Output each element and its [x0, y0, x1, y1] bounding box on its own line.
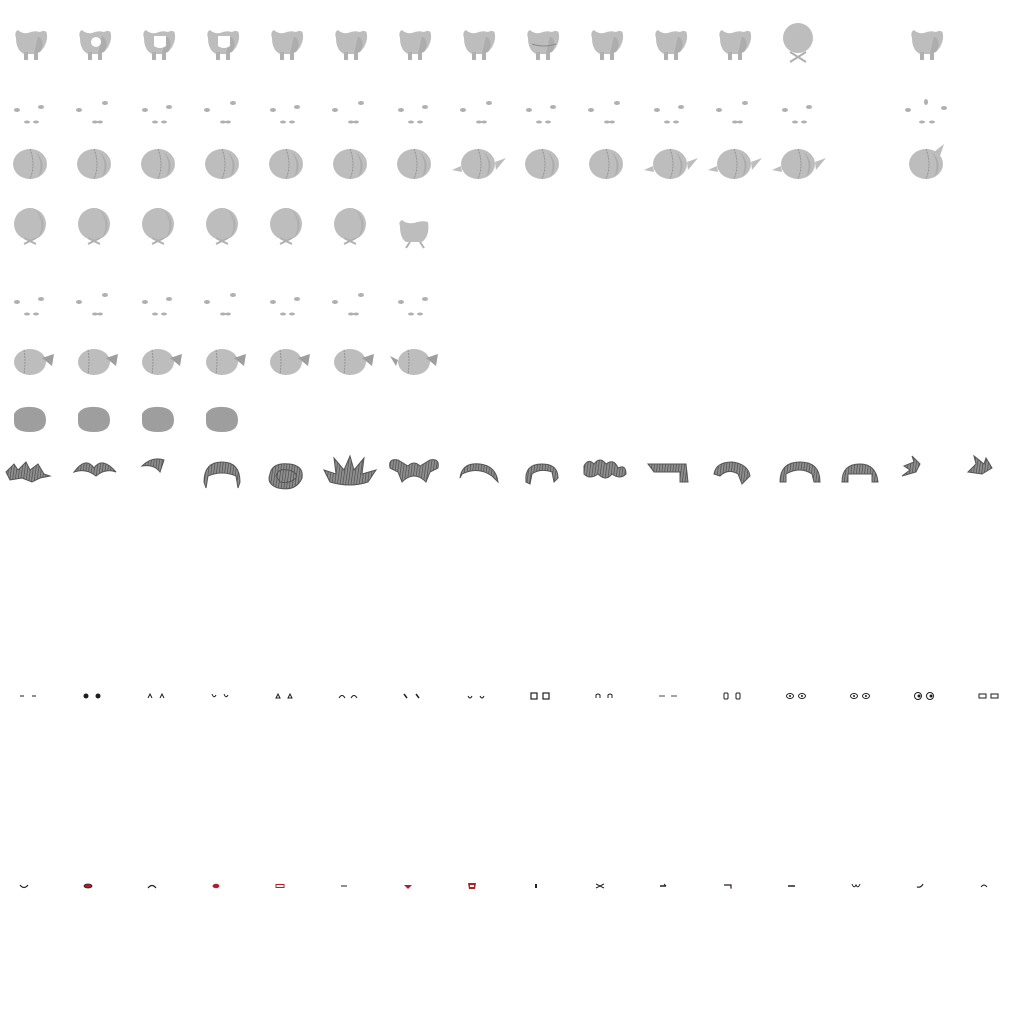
body-front-sprite-7 — [384, 0, 448, 64]
head-side-icon — [384, 320, 448, 384]
head-back-sprite-12 — [704, 128, 768, 192]
eyes-icon — [832, 684, 896, 748]
mouths-sprite-14 — [832, 878, 896, 942]
hands-side-sprite-3 — [128, 256, 192, 320]
blob-icon — [0, 384, 64, 448]
body-icon — [896, 0, 960, 64]
hands-icon — [320, 64, 384, 128]
hands-front-sprite-11 — [640, 64, 704, 128]
body-icon — [640, 0, 704, 64]
head-back-icon — [640, 128, 704, 192]
hands-side-sprite-6 — [320, 256, 384, 320]
mouth-icon — [960, 878, 1024, 942]
hair-icon — [512, 452, 576, 516]
head-back-icon — [64, 128, 128, 192]
eyes-icon — [256, 684, 320, 748]
body-icon — [704, 0, 768, 64]
hair-sprite-14 — [832, 452, 896, 516]
body-ball-sprite-5 — [256, 192, 320, 256]
hands-icon — [128, 64, 192, 128]
head-back-icon — [128, 128, 192, 192]
mouths-sprite-10 — [576, 878, 640, 942]
mouths-sprite-1 — [0, 878, 64, 942]
head-back-icon — [320, 128, 384, 192]
eyes-sprite-9 — [512, 684, 576, 748]
body-front-sprite-6 — [320, 0, 384, 64]
hands-side-sprite-7 — [384, 256, 448, 320]
body-icon — [384, 0, 448, 64]
mouths-sprite-6 — [320, 878, 384, 942]
hands-side-sprite-4 — [192, 256, 256, 320]
hair-sprite-16 — [960, 452, 1024, 516]
hair-sprite-4 — [192, 452, 256, 516]
body-icon — [192, 0, 256, 64]
hands-icon — [256, 256, 320, 320]
mouths-sprite-13 — [768, 878, 832, 942]
head-blob-sprite-2 — [64, 384, 128, 448]
mouths-sprite-3 — [128, 878, 192, 942]
body-ball-sprite-2 — [64, 192, 128, 256]
body-icon — [576, 0, 640, 64]
hair-sprite-15 — [896, 452, 960, 516]
body-icon — [768, 0, 832, 64]
body-front-sprite-2 — [64, 0, 128, 64]
hands-front-sprite-7 — [384, 64, 448, 128]
head-side-sprite-4 — [192, 320, 256, 384]
head-back-icon — [768, 128, 832, 192]
mouth-icon — [64, 878, 128, 942]
head-back-icon — [384, 128, 448, 192]
mouth-icon — [832, 878, 896, 942]
mouth-icon — [576, 878, 640, 942]
head-blob-sprite-4 — [192, 384, 256, 448]
mouth-icon — [896, 878, 960, 942]
eyes-sprite-3 — [128, 684, 192, 748]
mouth-icon — [192, 878, 256, 942]
hands-icon — [576, 64, 640, 128]
eyes-sprite-12 — [704, 684, 768, 748]
hands-front-sprite-6 — [320, 64, 384, 128]
hair-sprite-1 — [0, 452, 64, 516]
head-back-sprite-4 — [192, 128, 256, 192]
head-side-icon — [0, 320, 64, 384]
mouths-sprite-9 — [512, 878, 576, 942]
eyes-icon — [0, 684, 64, 748]
mouths-sprite-15 — [896, 878, 960, 942]
body-icon — [512, 0, 576, 64]
body-front-sprite-1 — [0, 0, 64, 64]
hair-icon — [64, 452, 128, 516]
head-back-icon — [576, 128, 640, 192]
mouth-icon — [512, 878, 576, 942]
eyes-sprite-11 — [640, 684, 704, 748]
blob-icon — [192, 384, 256, 448]
mouth-icon — [0, 878, 64, 942]
hair-icon — [448, 452, 512, 516]
hands-icon — [704, 64, 768, 128]
head-back-sprite-6 — [320, 128, 384, 192]
blob-icon — [128, 384, 192, 448]
eyes-icon — [512, 684, 576, 748]
eyes-sprite-5 — [256, 684, 320, 748]
eyes-icon — [576, 684, 640, 748]
eyes-icon — [640, 684, 704, 748]
head-blob-sprite-3 — [128, 384, 192, 448]
hair-icon — [0, 452, 64, 516]
body-icon — [128, 0, 192, 64]
head-back-icon — [0, 128, 64, 192]
hands-front-sprite-8 — [448, 64, 512, 128]
hair-sprite-7 — [384, 452, 448, 516]
body-icon — [0, 0, 64, 64]
mouths-sprite-4 — [192, 878, 256, 942]
mouths-sprite-2 — [64, 878, 128, 942]
hands-icon — [448, 64, 512, 128]
ball-icon — [320, 192, 384, 256]
head-back-sprite-7 — [384, 128, 448, 192]
hair-sprite-3 — [128, 452, 192, 516]
eyes-icon — [128, 684, 192, 748]
head-side-sprite-1 — [0, 320, 64, 384]
hands-icon — [64, 256, 128, 320]
head-back-sprite-9 — [512, 128, 576, 192]
eyes-sprite-1 — [0, 684, 64, 748]
head-back-icon — [512, 128, 576, 192]
hair-icon — [576, 452, 640, 516]
hair-sprite-12 — [704, 452, 768, 516]
hair-icon — [320, 452, 384, 516]
eyes-sprite-6 — [320, 684, 384, 748]
head-back-icon — [192, 128, 256, 192]
eyes-icon — [192, 684, 256, 748]
eyes-icon — [448, 684, 512, 748]
head-side-icon — [320, 320, 384, 384]
hair-sprite-6 — [320, 452, 384, 516]
head-side-sprite-3 — [128, 320, 192, 384]
head-back-sprite-1 — [0, 128, 64, 192]
eyes-sprite-14 — [832, 684, 896, 748]
eyes-icon — [384, 684, 448, 748]
hair-icon — [768, 452, 832, 516]
body-front-sprite-11 — [640, 0, 704, 64]
body-icon — [448, 0, 512, 64]
hands-icon — [896, 64, 960, 128]
mouths-sprite-12 — [704, 878, 768, 942]
eyes-sprite-7 — [384, 684, 448, 748]
mouth-icon — [448, 878, 512, 942]
hands-front-sprite-5 — [256, 64, 320, 128]
body-icon — [256, 0, 320, 64]
mouths-sprite-8 — [448, 878, 512, 942]
head-side-icon — [64, 320, 128, 384]
head-back-icon — [448, 128, 512, 192]
eyes-sprite-15 — [896, 684, 960, 748]
head-back-sprite-8 — [448, 128, 512, 192]
head-side-sprite-5 — [256, 320, 320, 384]
hair-icon — [256, 452, 320, 516]
mouth-icon — [768, 878, 832, 942]
head-side-icon — [256, 320, 320, 384]
eyes-icon — [768, 684, 832, 748]
body-front-sprite-10 — [576, 0, 640, 64]
body-ball-sprite-4 — [192, 192, 256, 256]
hair-sprite-9 — [512, 452, 576, 516]
mouths-sprite-7 — [384, 878, 448, 942]
head-back-sprite-11 — [640, 128, 704, 192]
hands-icon — [384, 256, 448, 320]
hands-side-sprite-1 — [0, 256, 64, 320]
hair-sprite-10 — [576, 452, 640, 516]
hands-side-sprite-2 — [64, 256, 128, 320]
head-side-icon — [128, 320, 192, 384]
eyes-sprite-16 — [960, 684, 1024, 748]
hair-icon — [704, 452, 768, 516]
hair-icon — [192, 452, 256, 516]
hands-side-sprite-5 — [256, 256, 320, 320]
body-icon — [320, 0, 384, 64]
hair-sprite-5 — [256, 452, 320, 516]
head-side-icon — [192, 320, 256, 384]
mouth-icon — [384, 878, 448, 942]
hands-icon — [512, 64, 576, 128]
mouth-icon — [640, 878, 704, 942]
body-ball-sprite-6 — [320, 192, 384, 256]
body-front-sprite-13 — [768, 0, 832, 64]
head-back-sprite-5 — [256, 128, 320, 192]
hands-front-sprite-1 — [0, 64, 64, 128]
body-ball-sprite-3 — [128, 192, 192, 256]
eyes-icon — [320, 684, 384, 748]
head-back-sprite-3 — [128, 128, 192, 192]
head-back-icon — [704, 128, 768, 192]
body-front-sprite-15 — [896, 0, 960, 64]
hands-icon — [192, 64, 256, 128]
body-front-sprite-12 — [704, 0, 768, 64]
hair-icon — [384, 452, 448, 516]
hands-icon — [0, 256, 64, 320]
mouth-icon — [704, 878, 768, 942]
head-blob-sprite-1 — [0, 384, 64, 448]
eyes-icon — [896, 684, 960, 748]
hands-icon — [320, 256, 384, 320]
hair-sprite-13 — [768, 452, 832, 516]
mouths-sprite-5 — [256, 878, 320, 942]
ball-icon — [128, 192, 192, 256]
head-side-sprite-6 — [320, 320, 384, 384]
ball-icon — [192, 192, 256, 256]
hands-front-sprite-3 — [128, 64, 192, 128]
eyes-icon — [960, 684, 1024, 748]
hair-sprite-2 — [64, 452, 128, 516]
hands-icon — [0, 64, 64, 128]
head-back-sprite-2 — [64, 128, 128, 192]
hands-icon — [640, 64, 704, 128]
hands-front-sprite-10 — [576, 64, 640, 128]
blob-icon — [64, 384, 128, 448]
eyes-sprite-4 — [192, 684, 256, 748]
eyes-sprite-8 — [448, 684, 512, 748]
body-front-sprite-5 — [256, 0, 320, 64]
ball-icon — [384, 192, 448, 256]
body-front-sprite-9 — [512, 0, 576, 64]
head-back-icon — [896, 128, 960, 192]
hands-front-sprite-13 — [768, 64, 832, 128]
body-front-sprite-3 — [128, 0, 192, 64]
hair-icon — [896, 452, 960, 516]
eyes-sprite-10 — [576, 684, 640, 748]
hair-icon — [640, 452, 704, 516]
hands-icon — [384, 64, 448, 128]
body-icon — [64, 0, 128, 64]
hands-icon — [64, 64, 128, 128]
mouth-icon — [128, 878, 192, 942]
body-front-sprite-4 — [192, 0, 256, 64]
hands-icon — [256, 64, 320, 128]
eyes-sprite-2 — [64, 684, 128, 748]
hands-icon — [768, 64, 832, 128]
body-ball-sprite-7 — [384, 192, 448, 256]
head-back-sprite-15 — [896, 128, 960, 192]
hands-front-sprite-2 — [64, 64, 128, 128]
ball-icon — [256, 192, 320, 256]
hair-sprite-8 — [448, 452, 512, 516]
hands-icon — [192, 256, 256, 320]
hands-front-sprite-15 — [896, 64, 960, 128]
mouth-icon — [320, 878, 384, 942]
head-back-icon — [256, 128, 320, 192]
eyes-icon — [64, 684, 128, 748]
ball-icon — [64, 192, 128, 256]
ball-icon — [0, 192, 64, 256]
head-side-sprite-2 — [64, 320, 128, 384]
head-side-sprite-7 — [384, 320, 448, 384]
eyes-sprite-13 — [768, 684, 832, 748]
hands-front-sprite-4 — [192, 64, 256, 128]
body-front-sprite-8 — [448, 0, 512, 64]
hands-front-sprite-9 — [512, 64, 576, 128]
mouth-icon — [256, 878, 320, 942]
hair-icon — [128, 452, 192, 516]
head-back-sprite-13 — [768, 128, 832, 192]
mouths-sprite-11 — [640, 878, 704, 942]
mouths-sprite-16 — [960, 878, 1024, 942]
hair-icon — [832, 452, 896, 516]
hands-front-sprite-12 — [704, 64, 768, 128]
body-ball-sprite-1 — [0, 192, 64, 256]
hands-icon — [128, 256, 192, 320]
eyes-icon — [704, 684, 768, 748]
hair-icon — [960, 452, 1024, 516]
hair-sprite-11 — [640, 452, 704, 516]
head-back-sprite-10 — [576, 128, 640, 192]
